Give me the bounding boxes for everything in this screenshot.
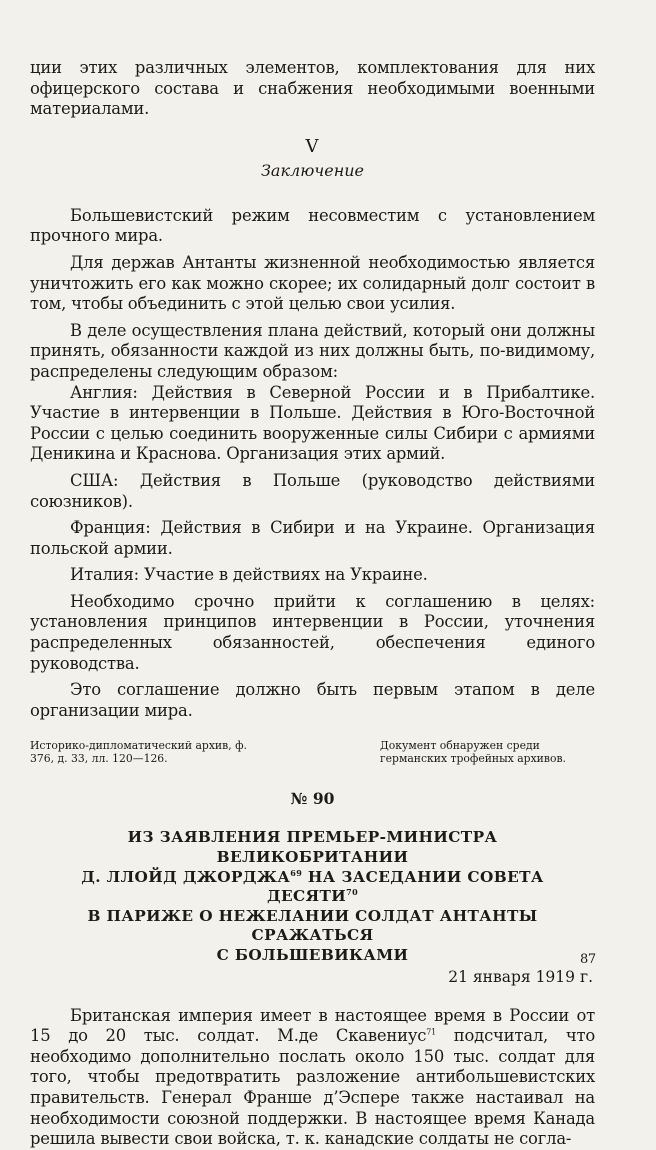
paragraph: Большевистский режим несовместим с установлением прочного мира. <box>30 205 595 246</box>
paragraph: Это соглашение должно быть первым этапом в деле организации мира. <box>30 680 595 720</box>
paragraph-france: Франция: Действия в Сибири и на Украине. Организация польской армии. <box>30 518 595 558</box>
paragraph-england: Англия: Действия в Северной России и в Прибалтике. Участие в интервенции в Польше. Действия в Юго-Восточной России с целью соединить вооруженные силы Сибири с армиями Деникина и Краснова. Организация этих армий. <box>30 382 595 464</box>
paragraph: Необходимо срочно прийти к соглашению в целях: установления принципов интервенции в России, уточнения распределенных обязанностей, обеспечения единого руководства. <box>30 591 595 673</box>
heading-line: Д. ЛЛОЙД ДЖОРДЖА$^{69}$ НА ЗАСЕДАНИИ СОВЕТА ДЕСЯТИ$^{70}$ <box>81 867 544 906</box>
heading-line: В ПАРИЖЕ О НЕЖЕЛАНИИ СОЛДАТ АНТАНТЫ СРАЖАТЬСЯ <box>87 906 538 945</box>
footnote-ref: 70 <box>346 887 359 898</box>
section-title: Заключение <box>260 160 365 180</box>
document-date: 21 января 1919 г. <box>448 967 593 986</box>
document-number: № 90 <box>290 789 335 809</box>
section-numeral: V <box>305 135 320 157</box>
footnote-ref: 71 <box>426 1027 437 1037</box>
footnote-ref: 69 <box>290 867 303 878</box>
intro-continuation: ции этих различных элементов, комплектования для них офицерского состава и снабжения необходимыми военными материалами. <box>30 58 595 119</box>
document-heading <box>30 828 595 965</box>
page-content <box>30 58 595 1150</box>
paragraph-italy: Италия: Участие в действиях на Украине. <box>70 565 428 585</box>
paragraph: В деле осуществления плана действий, который они должны принять, обязанности каждой из них должны быть, по-видимому, распределены следующим образом: <box>30 320 595 381</box>
paragraph: Для держав Антанты жизненной необходимостью является уничтожить его как можно скорее; их солидарный долг состоит в том, чтобы объединить с этой целью свои усилия. <box>30 252 595 314</box>
heading-line: С БОЛЬШЕВИКАМИ <box>216 946 409 964</box>
body-paragraph: Британская империя имеет в настоящее время в России от 15 до 20 тыс. солдат. М.де Скавениус$^{71}$ подсчитал, что необходимо дополнительно послать около 150 тыс. солдат для того, чтобы предотвратить разложение антибольшевистских правительств. Генерал Франше д’Эспере также настаивал на необходимости союзной поддержки. В настоящее время Канада решила вывести свои войска, т. к. канадские солдаты не согла- <box>30 1005 595 1149</box>
source-notes <box>30 739 595 769</box>
page-number: 87 <box>580 952 596 967</box>
paragraph-usa: США: Действия в Польше (руководство действиями союзников). <box>30 470 595 511</box>
source-found: Документ обнаружен среди германских трофейных архивов. <box>380 739 566 766</box>
source-archive: Историко-дипломатический архив, ф. 376, д. 33, лл. 120—126. <box>30 739 247 766</box>
heading-line: ИЗ ЗАЯВЛЕНИЯ ПРЕМЬЕР-МИНИСТРА ВЕЛИКОБРИТАНИИ <box>127 828 498 867</box>
